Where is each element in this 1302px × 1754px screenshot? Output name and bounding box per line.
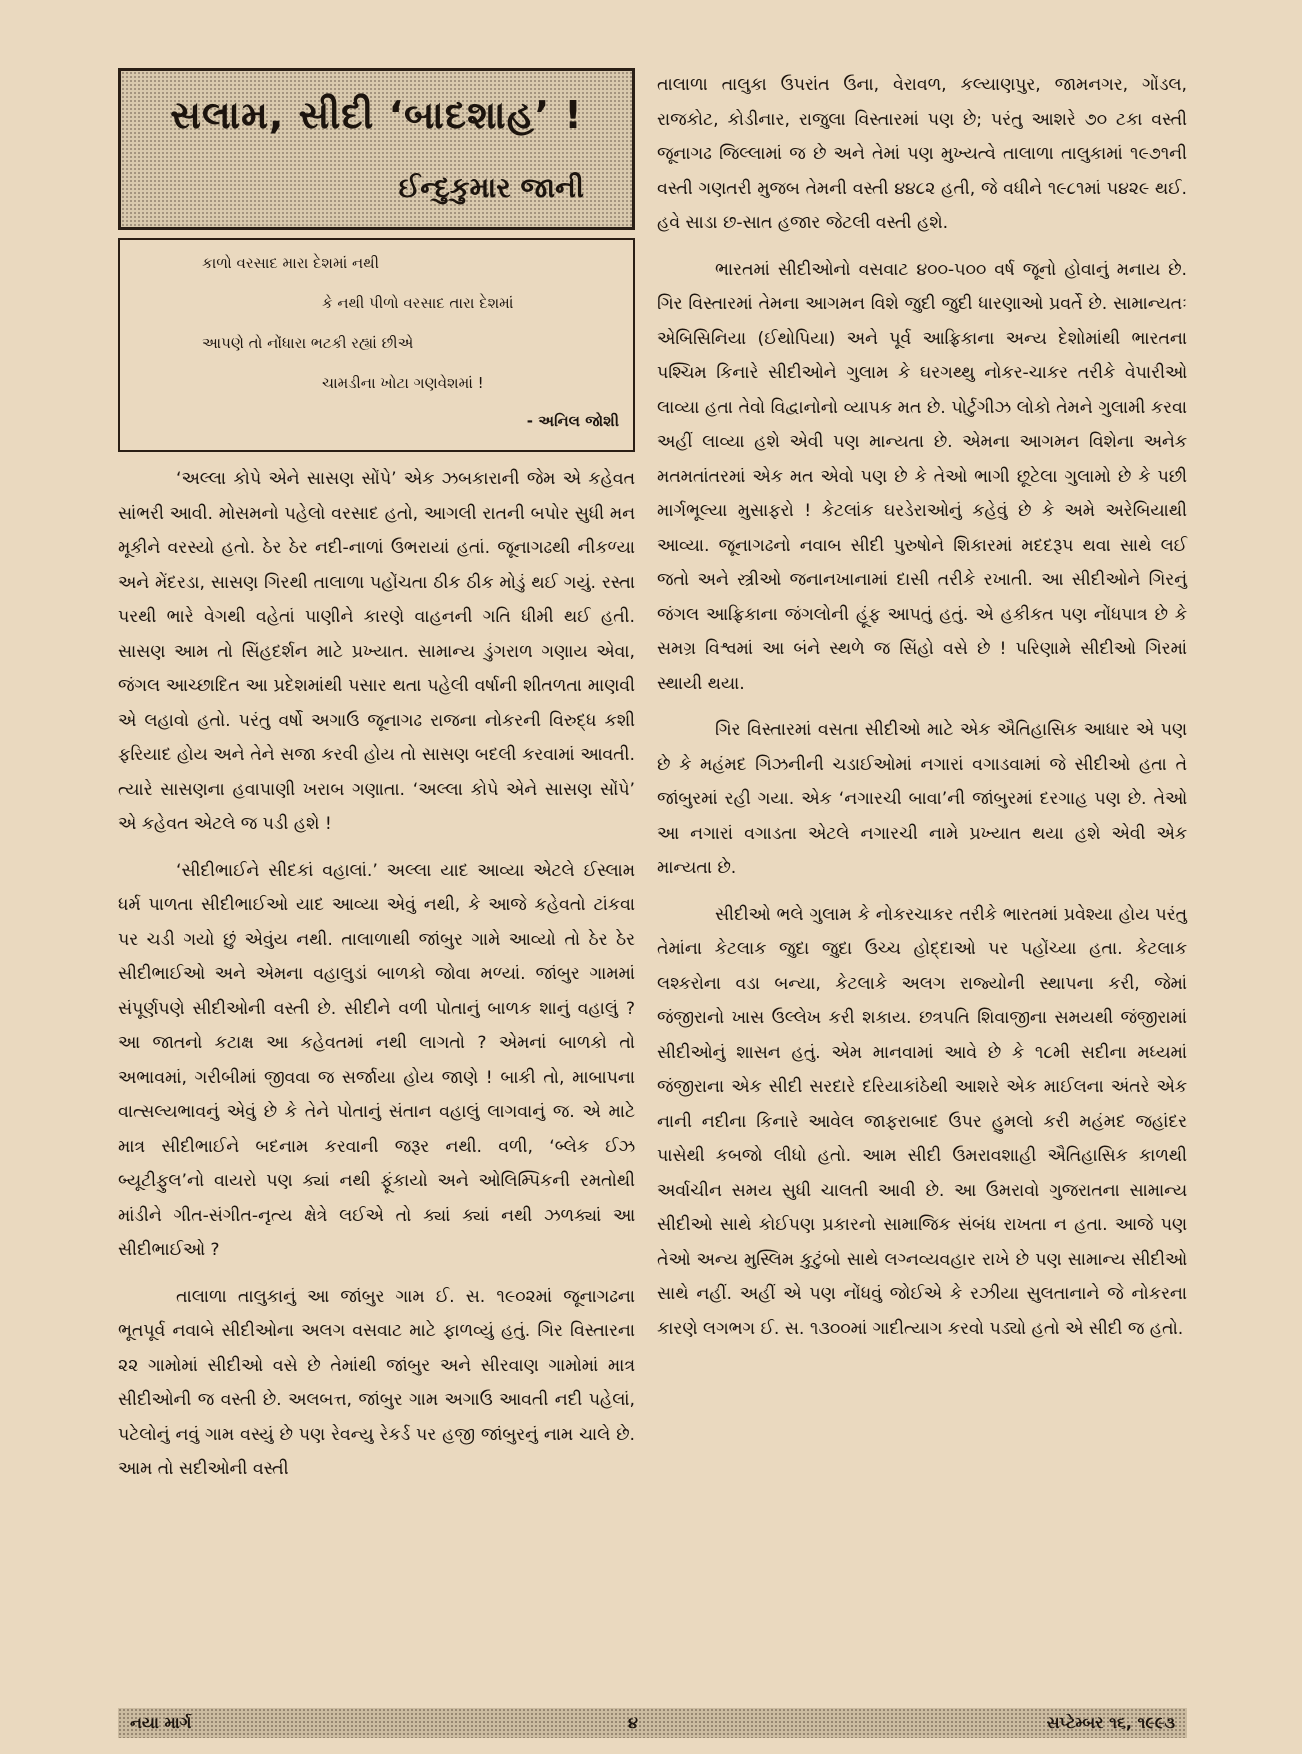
body-paragraph: ‘સીદીભાઈને સીદકાં વહાલાં.’ અલ્લા યાદ આવ્યા એટલે ઈસ્લામ ધર્મ પાળતા સીદીભાઈઓ યાદ આવ્યા એવું નથી, કે આજે કહેવતો ટાંકવા પર ચડી ગયો છું એવુંય નથી. તાલાળાથી જાંબુર ગામે આવ્યો તો ઠેર ઠેર સીદીભાઈઓ અને એમના વહાલુડાં બાળકો જોવા મળ્યાં. જાંબુર ગામમાં સંપૂર્ણપણે સીદીઓની વસ્તી છે. સીદીને વળી પોતાનું બાળક શાનું વહાલું ? આ જાતનો કટાક્ષ આ કહેવતમાં નથી લાગતો ? એમનાં બાળકો તો અભાવમાં, ગરીબીમાં જીવવા જ સર્જાયા હોય જાણે ! બાકી તો, માબાપના વાત્સલ્યભાવનું એવું છે કે તેને પોતાનું સંતાન વહાલું લાગવાનું જ. એ માટે માત્ર સીદીભાઈને બદનામ કરવાની જરૂર નથી. વળી, ‘બ્લેક ઈઝ બ્યૂટીફુલ’નો વાયરો પણ ક્યાં નથી ફૂંકાયો અને ઓલિમ્પિકની રમતોથી માંડીને ગીત-સંગીત-નૃત્ય ક્ષેત્રે લઈએ તો ક્યાં ક્યાં નથી ઝળક્યાં આ સીદીભાઈઓ ? <box>118 860 635 1260</box>
title-box <box>118 68 635 230</box>
right-column <box>657 68 1187 1346</box>
publication-name: નયા માર્ગ <box>130 1713 192 1732</box>
page-number: ૪ <box>628 1713 638 1732</box>
body-paragraph: ભારતમાં સીદીઓનો વસવાટ ૪૦૦-૫૦૦ વર્ષ જૂનો હોવાનું મનાય છે. ગિર વિસ્તારમાં તેમના આગમન વિશે જુદી જુદી ધારણાઓ પ્રવર્તે છે. સામાન્યતઃ એબિસિનિયા (ઈથોપિયા) અને પૂર્વ આફ્રિકાના અન્ય દેશોમાંથી ભારતના પશ્ચિમ કિનારે સીદીઓને ગુલામ કે ઘરગથ્થુ નોકર-ચાકર તરીકે વેપારીઓ લાવ્યા હતા તેવો વિદ્વાનોનો વ્યાપક મત છે. પોર્ટુગીઝ લોકો તેમને ગુલામી કરવા અહીં લાવ્યા હશે એવી પણ માન્યતા છે. એમના આગમન વિશેના અનેક મતમતાંતરમાં એક મત એવો પણ છે કે તેઓ ભાગી છૂટેલા ગુલામો છે કે પછી માર્ગભૂલ્યા મુસાફરો ! કેટલાંક ઘરડેરાઓનું કહેવું છે કે અમે અરેબિયાથી આવ્યા. જૂનાગઢનો નવાબ સીદી પુરુષોને શિકારમાં મદદરૂપ થવા સાથે લઈ જતો અને સ્ત્રીઓ જનાનખાનામાં દાસી તરીકે રખાતી. આ સીદીઓને ગિરનું જંગલ આફ્રિકાના જંગલોની હૂંફ આપતું હતું. એ હકીકત પણ નોંધપાત્ર છે કે સમગ્ર વિશ્વમાં આ બંને સ્થળે જ સિંહો વસે છે ! પરિણામે સીદીઓ ગિરમાં સ્થાયી થયા. <box>657 259 1187 694</box>
page-footer <box>118 1708 1187 1738</box>
body-paragraph: સીદીઓ ભલે ગુલામ કે નોકરચાકર તરીકે ભારતમાં પ્રવેશ્યા હોય પરંતુ તેમાંના કેટલાક જુદા જુદા ઉચ્ચ હોદ્દાઓ પર પહોંચ્યા હતા. કેટલાક લશ્કરોના વડા બન્યા, કેટલાકે અલગ રાજ્યોની સ્થાપના કરી, જેમાં જંજીરાનો ખાસ ઉલ્લેખ કરી શકાય. છત્રપતિ શિવાજીના સમયથી જંજીરામાં સીદીઓનું શાસન હતું. એમ માનવામાં આવે છે કે ૧૮મી સદીના મધ્યમાં જંજીરાના એક સીદી સરદારે દરિયાકાંઠેથી આશરે એક માઈલના અંતરે એક નાની નદીના કિનારે આવેલ જાફરાબાદ ઉપર હુમલો કરી મહંમદ જહાંદર પાસેથી કબજો લીધો હતો. આમ સીદી ઉમરાવશાહી ઐતિહાસિક કાળથી અર્વાચીન સમય સુધી ચાલતી આવી છે. આ ઉમરાવો ગુજરાતના સામાન્ય સીદીઓ સાથે કોઈપણ પ્રકારનો સામાજિક સંબંધ રાખતા ન હતા. આજે પણ તેઓ અન્ય મુસ્લિમ કુટુંબો સાથે લગ્નવ્યવહાર રાખે છે પણ સામાન્ય સીદીઓ સાથે નહીં. અહીં એ પણ નોંધવું જોઈએ કે રઝીયા સુલતાનાને જે નોકરના કારણે લગભગ ઈ. સ. ૧૩૦૦માં ગાદીત્યાગ કરવો પડ્યો હતો એ સીદી જ હતો. <box>657 904 1187 1339</box>
poem-line: આપણે તો નોંધારા ભટકી રહ્યાં છીએ <box>202 334 414 352</box>
epigraph-poem <box>118 238 635 452</box>
body-paragraph: તાલાળા તાલુકાનું આ જાંબુર ગામ ઈ. સ. ૧૯૦૨માં જૂનાગઢના ભૂતપૂર્વ નવાબે સીદીઓના અલગ વસવાટ માટે ફાળવ્યું હતું. ગિર વિસ્તારના ૨૨ ગામોમાં સીદીઓ વસે છે તેમાંથી જાંબુર અને સીરવાણ ગામોમાં માત્ર સીદીઓની જ વસ્તી છે. અલબત્ત, જાંબુર ગામ અગાઉ આવતી નદી પહેલાં, પટેલોનું નવું ગામ વસ્યું છે પણ રેવન્યુ રેકર્ડ પર હજી જાંબુરનું નામ ચાલે છે. આમ તો સદીઓની વસ્તી <box>118 1286 635 1479</box>
poem-attribution: - અનિલ જોશી <box>526 412 619 430</box>
body-paragraph: ‘અલ્લા કોપે એને સાસણ સોંપે’ એક ઝબકારાની જેમ એ કહેવત સાંભરી આવી. મોસમનો પહેલો વરસાદ હતો, આગલી રાતની બપોર સુધી મન મૂકીને વરસ્યો હતો. ઠેર ઠેર નદી-નાળાં ઉભરાયાં હતાં. જૂનાગઢથી નીકળ્યા અને મેંદરડા, સાસણ ગિરથી તાલાળા પહોંચતા ઠીક ઠીક મોડું થઈ ગયું. રસ્તા પરથી ભારે વેગથી વહેતાં પાણીને કારણે વાહનની ગતિ ધીમી થઈ હતી. સાસણ આમ તો સિંહદર્શન માટે પ્રખ્યાત. સામાન્ય ડુંગરાળ ગણાય એવા, જંગલ આચ્છાદિત આ પ્રદેશમાંથી પસાર થતા પહેલી વર્ષાની શીતળતા માણવી એ લહાવો હતો. પરંતુ વર્ષો અગાઉ જૂનાગઢ રાજના નોકરની વિરુદ્ધ કશી ફરિયાદ હોય અને તેને સજા કરવી હોય તો સાસણ બદલી કરવામાં આવતી. ત્યારે સાસણના હવાપાણી ખરાબ ગણાતા. ‘અલ્લા કોપે એને સાસણ સોંપે’ એ કહેવત એટલે જ પડી હશે ! <box>118 469 635 834</box>
article-title: સલામ, સીદી ‘બાદશાહ’ ! <box>170 93 583 137</box>
body-paragraph: તાલાળા તાલુકા ઉપરાંત ઉના, વેરાવળ, કલ્યાણપુર, જામનગર, ગોંડલ, રાજકોટ, કોડીનાર, રાજુલા વિસ્તારમાં પણ છે; પરંતુ આશરે ૭૦ ટકા વસ્તી જૂનાગઢ જિલ્લામાં જ છે અને તેમાં પણ મુખ્યત્વે તાલાળા તાલુકામાં ૧૯૭૧ની વસ્તી ગણતરી મુજબ તેમની વસ્તી ૪૪૮૨ હતી, જે વધીને ૧૯૮૧માં ૫૪૨૯ થઈ. હવે સાડા છ-સાત હજાર જેટલી વસ્તી હશે. <box>657 75 1187 233</box>
left-column <box>118 68 635 1487</box>
poem-line: ચામડીના ખોટા ગણવેશમાં ! <box>322 374 484 392</box>
article-author: ઈન્દુકુમાર જાની <box>398 171 584 204</box>
poem-line: કાળો વરસાદ મારા દેશમાં નથી <box>202 254 379 272</box>
poem-line: કે નથી પીળો વરસાદ તારા દેશમાં <box>322 294 514 312</box>
body-paragraph: ગિર વિસ્તારમાં વસતા સીદીઓ માટે એક ઐતિહાસિક આધાર એ પણ છે કે મહંમદ ગિઝનીની ચડાઈઓમાં નગારાં વગાડવામાં જે સીદીઓ હતા તે જાંબુરમાં રહી ગયા. એક ‘નગારચી બાવા’ની જાંબુરમાં દરગાહ પણ છે. તેઓ આ નગારાં વગાડતા એટલે નગારચી નામે પ્રખ્યાત થયા હશે એવી એક માન્યતા છે. <box>657 720 1187 878</box>
issue-date: સપ્ટેમ્બર ૧૬, ૧૯૯૩ <box>1046 1713 1175 1732</box>
